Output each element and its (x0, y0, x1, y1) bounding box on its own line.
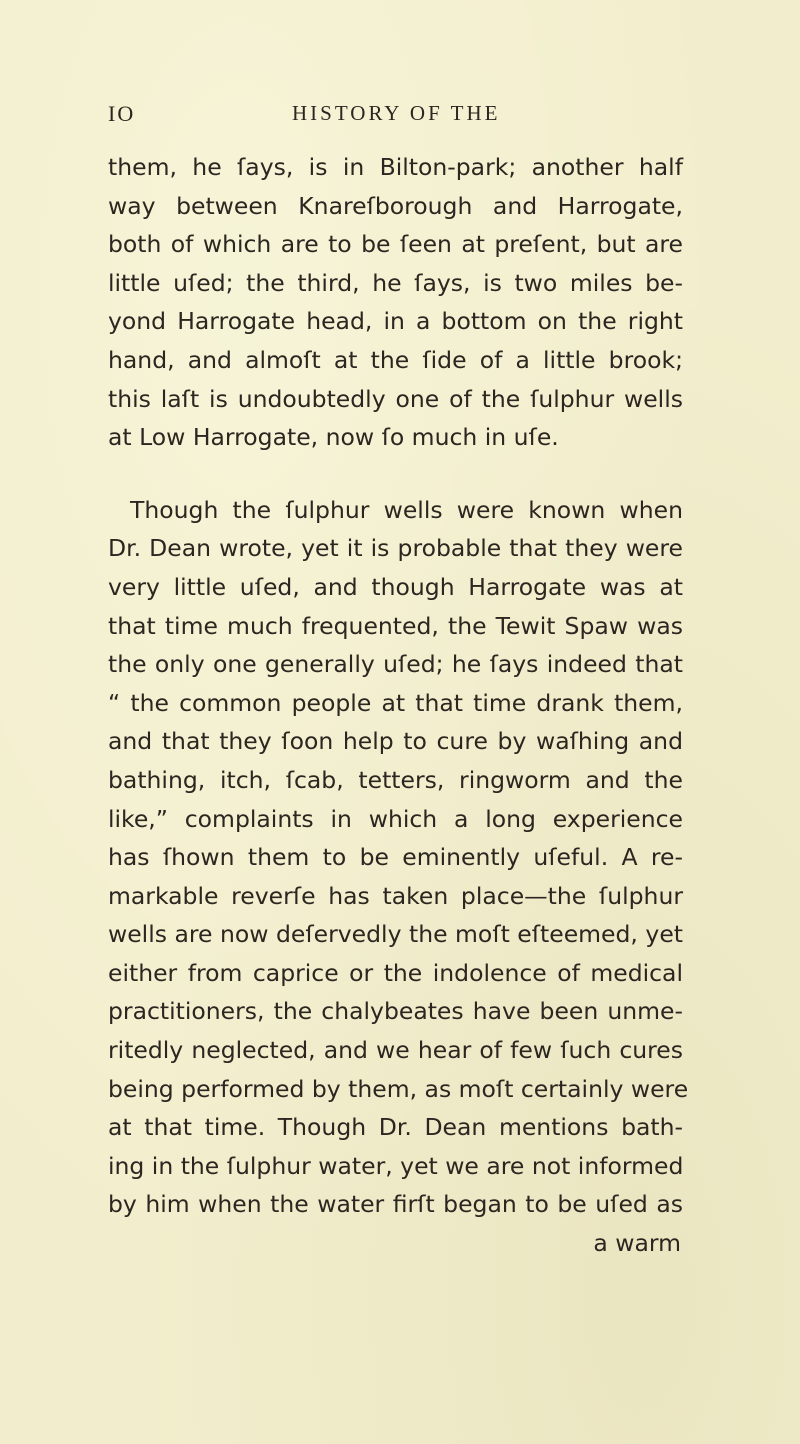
text-line: being performed by them, as moſt certainly were (108, 1074, 689, 1103)
text-line: at Low Harrogate, now ſo much in uſe. (108, 423, 559, 452)
text-line: the only one generally uſed; he ſays indeed that (108, 650, 683, 679)
text-line: hand, and almoſt at the ſide of a little brook; (108, 345, 683, 374)
text-line: Though the ſulphur wells were known when (130, 495, 683, 524)
text-line: very little uſed, and though Harrogate was at (108, 572, 683, 601)
text-line: markable reverſe has taken place—the ſulphur (108, 881, 683, 910)
text-line: practitioners, the chalybeates have been unme- (108, 997, 683, 1026)
text-line: this laſt is undoubtedly one of the ſulphur wells (108, 384, 683, 413)
text-line: “ the common people at that time drank them, (108, 688, 683, 717)
text-line: like,” complaints in which a long experience (108, 804, 683, 833)
text-line: by him when the water firſt began to be uſed as (108, 1190, 683, 1219)
page-number: IO (108, 101, 136, 126)
text-line: way between Knareſborough and Harrogate, (108, 191, 683, 220)
text-line: both of which are to be ſeen at preſent, but are (108, 230, 683, 259)
text-line: Dr. Dean wrote, yet it is probable that they were (108, 534, 683, 563)
text-line: yond Harrogate head, in a bottom on the right (108, 307, 683, 336)
text-line: at that time. Though Dr. Dean mentions bath- (108, 1113, 683, 1142)
running-head: HISTORY OF THE (292, 101, 501, 125)
body-text (108, 148, 689, 1263)
text-line: bathing, itch, ſcab, tetters, ringworm and the (108, 765, 683, 794)
text-line: them, he ſays, is in Bilton-park; another half (108, 153, 683, 181)
text-line: either from caprice or the indolence of medical (108, 958, 683, 987)
text-line: wells are now deſervedly the moſt eſteemed, yet (108, 920, 683, 949)
page-header (108, 101, 668, 135)
text-line: little uſed; the third, he ſays, is two miles be- (108, 268, 683, 297)
text-line: has ſhown them to be eminently uſeful. A re- (108, 843, 683, 872)
text-line: that time much frequented, the Tewit Spaw was (108, 611, 683, 640)
paragraph (108, 148, 683, 457)
catchword: a warm (593, 1229, 681, 1258)
text-line: ritedly neglected, and we hear of few ſuch cures (108, 1036, 683, 1065)
text-line: and that they ſoon help to cure by waſhing and (108, 727, 683, 756)
paragraph-gap (108, 457, 683, 491)
text-line: ing in the ſulphur water, yet we are not informed (108, 1151, 684, 1180)
paragraph (108, 491, 689, 1263)
